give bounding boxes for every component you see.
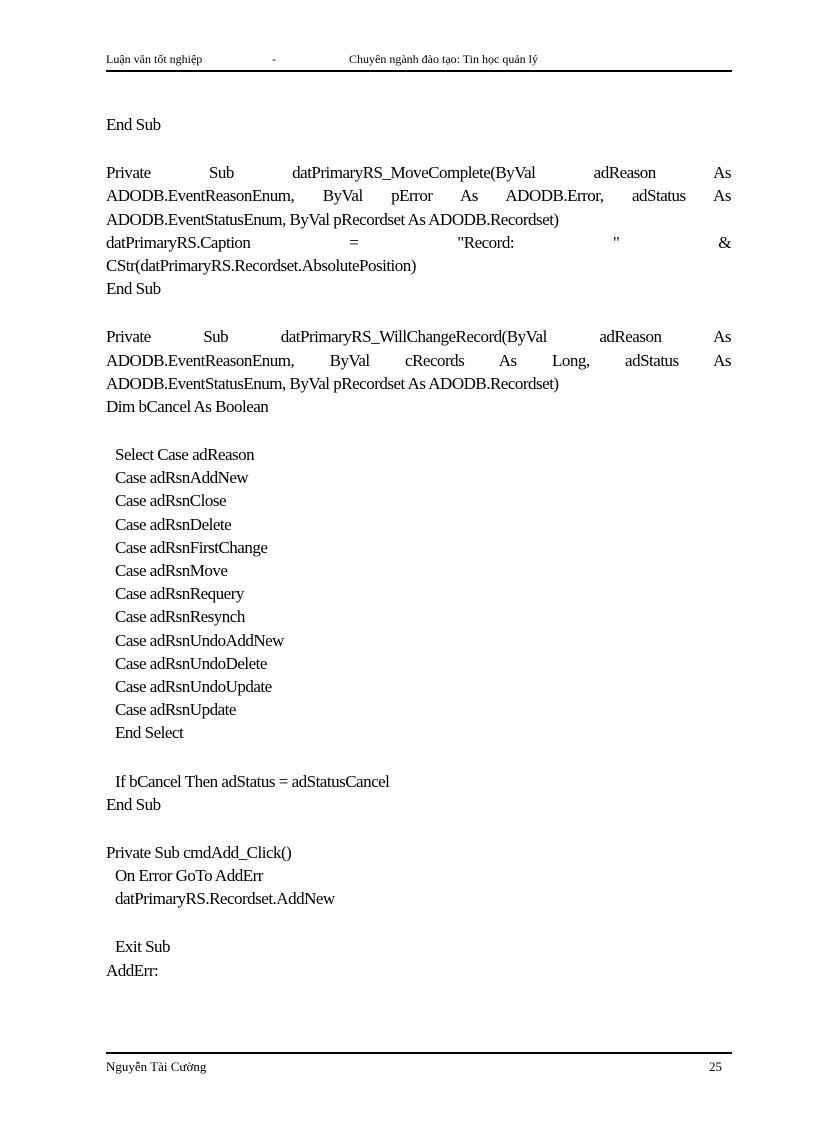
code-line: Case adRsnClose — [115, 491, 227, 511]
code-line: Case adRsnUndoUpdate — [115, 676, 272, 696]
code-line: Case adRsnMove — [115, 561, 228, 580]
code-line: Case adRsnResynch — [115, 607, 245, 627]
code-line: ADODB.EventReasonEnum, ByVal cRecords As Long, adStatus As — [106, 350, 731, 370]
page-footer — [106, 1052, 732, 1078]
page-header — [106, 52, 732, 72]
code-line: Private Sub cmdAdd_Click() — [106, 842, 292, 862]
code-line: On Error GoTo AddErr — [115, 866, 263, 886]
code-line: Select Case adReason — [115, 445, 255, 465]
code-listing — [106, 113, 731, 982]
code-line: End Sub — [106, 794, 161, 814]
code-line: Private Sub datPrimaryRS_MoveComplete(ByVal adReason As — [106, 163, 731, 183]
code-line: If bCancel Then adStatus = adStatusCancel — [115, 771, 390, 791]
code-line: Case adRsnAddNew — [115, 468, 249, 488]
code-line: Case adRsnFirstChange — [115, 537, 268, 557]
code-line: End Sub — [106, 279, 161, 299]
code-line: datPrimaryRS.Caption = "Record: " & — [106, 232, 731, 252]
code-line: AddErr: — [106, 960, 159, 980]
code-line: datPrimaryRS.Recordset.AddNew — [115, 889, 335, 909]
code-line: CStr(datPrimaryRS.Recordset.AbsolutePosition) — [106, 255, 416, 275]
code-line: End Sub — [106, 115, 161, 134]
code-line: Exit Sub — [115, 937, 171, 957]
header-thesis-label: Luận văn tốt nghiệp — [106, 52, 203, 66]
code-line: ADODB.EventStatusEnum, ByVal pRecordset As ADODB.Recordset) — [106, 209, 559, 229]
code-line: Case adRsnDelete — [115, 514, 232, 534]
header-separator: - — [272, 52, 276, 66]
code-line: ADODB.EventStatusEnum, ByVal pRecordset As ADODB.Recordset) — [106, 373, 559, 393]
code-line: Case adRsnUndoDelete — [115, 653, 267, 673]
code-line: Case adRsnUndoAddNew — [115, 630, 284, 650]
code-line: Case adRsnRequery — [115, 584, 244, 604]
code-line: Case adRsnUpdate — [115, 700, 236, 720]
header-major-label: Chuyên ngành đào tạo: Tin học quản lý — [349, 52, 538, 66]
footer-author: Nguyễn Tài Cường — [106, 1059, 207, 1074]
code-line: Dim bCancel As Boolean — [106, 396, 269, 416]
page-number: 25 — [709, 1059, 722, 1074]
code-line: Private Sub datPrimaryRS_WillChangeRecord(ByVal adReason As — [106, 327, 731, 347]
code-line: End Select — [115, 723, 184, 743]
code-line: ADODB.EventReasonEnum, ByVal pError As ADODB.Error, adStatus As — [106, 186, 731, 206]
